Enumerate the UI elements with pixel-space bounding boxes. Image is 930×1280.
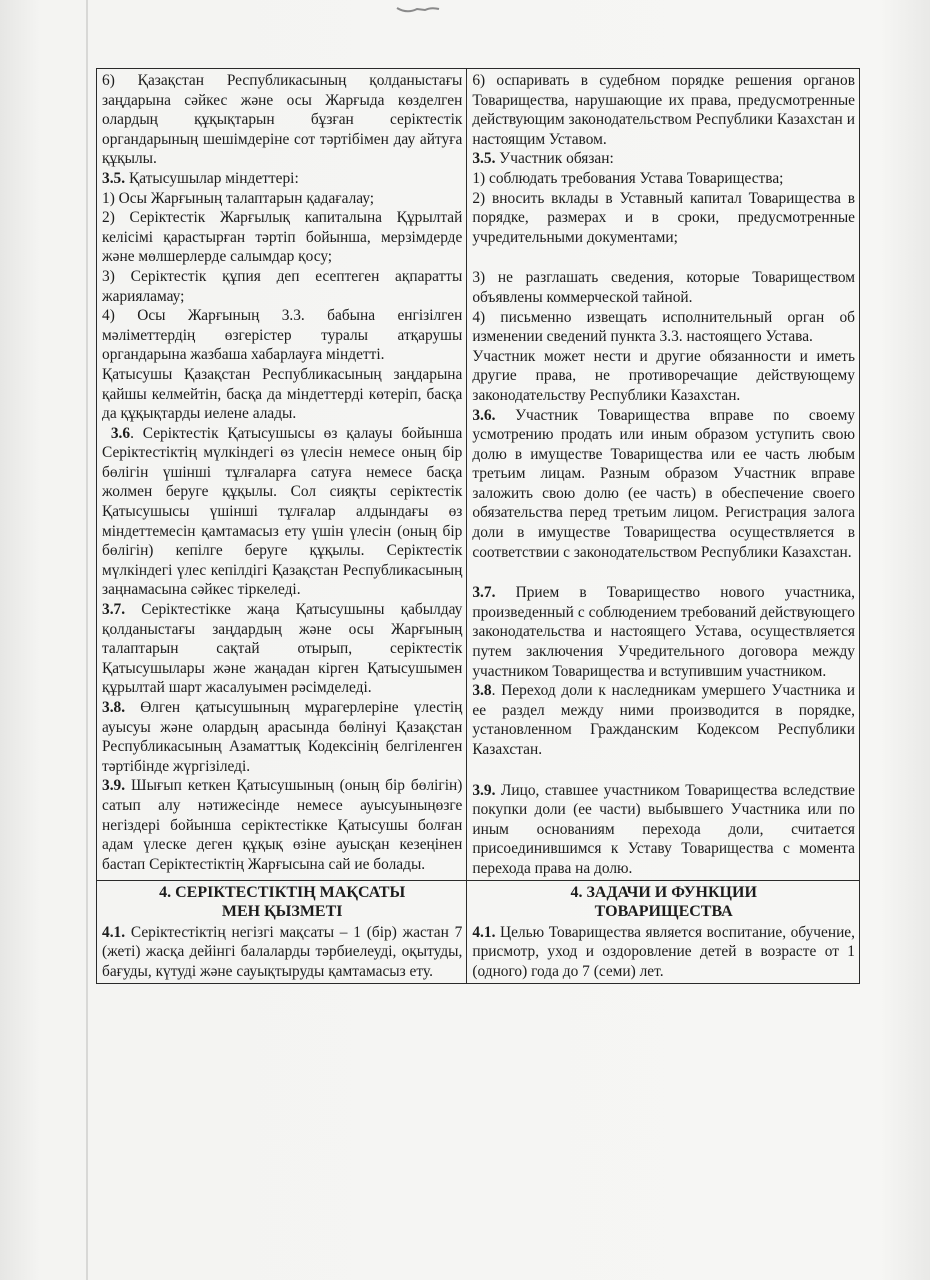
ru-clause-3-4-6: 6) оспаривать в судебном порядке решения органов Товарищества, нарушающие их права, предусмотренные действующим законодательством Республики Казахстан и настоящим Уставом. <box>472 72 855 148</box>
kz-sec-3-7-number: 3.7. <box>102 601 126 619</box>
kz-sec-3-8-text: Өлген қатысушының мұрагерлеріне үлестің ауысуы және олардың арасында бөлінуі Қазақстан Республикасының Азаматтық Кодексінің белгіленген тәртібінде жүргізіледі. <box>102 699 463 775</box>
ru-section-3-8 <box>472 681 855 759</box>
ru-sec-3-8-number: 3.8 <box>472 682 492 700</box>
ru-item-3: 3) не разглашать сведения, которые Товариществом объявлены коммерческой тайной. <box>472 269 855 306</box>
ru-section-3-7 <box>472 583 855 681</box>
kz-section-3-5 <box>102 169 462 189</box>
ru-sec-3-7-text: Прием в Товарищество нового участника, произведенный с соблюдением требований действующего законодательства и настоящего Устава, осуществляется путем заключения Учредительного договора между участником Товарищества и вступившим участником. <box>472 584 855 680</box>
kz-clause-3-4-6: 6) Қазақстан Республикасының қолданыстағы заңдарына сәйкес және осы Жарғыда көзделген олардың құқықтарын бұзған серіктестік органдарының шешімдеріне сот тәртібімен дау айтуға құқылы. <box>102 72 463 168</box>
ru-sec-3-6-text: Участник Товарищества вправе по своему усмотрению продать или иным образом уступить свою долю в имуществе Товарищества или ее часть любым третьим лицам. Разным образом Участник вправе заложить свою долю (ее часть) в обеспечение своего обязательства перед третьим лицом. Регистрация залога доли в имуществе Товарищества осуществляется в соответствии с законодательством Республики Казахстан. <box>472 406 855 561</box>
ru-sec-3-6-number: 3.6. <box>472 406 496 424</box>
kz-sec-3-9-number: 3.9. <box>102 777 126 795</box>
section-3-row <box>97 69 860 881</box>
ru-heading-line-1: 4. ЗАДАЧИ И ФУНКЦИИ <box>570 883 757 901</box>
ru-sec-3-8-text: . Переход доли к наследникам умершего Участника и ее раздел между ними производится в порядке, установленном Гражданским Кодексом Республики Казахстан. <box>472 682 855 758</box>
kz-sec-3-5-title: Қатысушылар міндеттері: <box>128 169 299 187</box>
ru-item-1: 1) соблюдать требования Устава Товарищества; <box>472 169 784 187</box>
kz-heading-line-2: МЕН ҚЫЗМЕТІ <box>221 902 343 920</box>
ru-item-4: 4) письменно извещать исполнительный орган об изменении сведений пункта 3.3. настоящего Устава. <box>472 308 855 346</box>
staple-mark <box>395 4 441 16</box>
ru-section-3-6 <box>472 406 855 563</box>
kz-sec-4-1-number: 4.1. <box>102 923 126 941</box>
ru-section-3-9 <box>472 781 855 879</box>
kz-section-3-9 <box>102 776 462 874</box>
kz-sec-3-6-text: . Серіктестік Қатысушысы өз қалауы бойынша Серіктестіктің мүлкіндегі өз үлесін немесе оның бір бөлігін үшінші тұлғаларға сатуға немесе басқа жолмен беруге құқылы. Сол сияқты серіктестік Қатысушысы үшінші тұлғалар алдындағы өз міндеттемесін қамтамасыз ету үшін үлесін (оның бір бөлігін) кепілге беруге құқылы. Серіктестік мүлкіндегі үлес кепілдігі Қазақстан Республикасының заңнамасына сәйкес тіркеледі. <box>102 424 463 599</box>
kz-sec-3-6-number: 3.6 <box>110 424 131 442</box>
kz-sec-3-7-text: Серіктестікке жаңа Қатысушыны қабылдау қолданыстағы заңдардың және осы Жарғының талаптарын сақтай отырып, серіктестік Қатысушылары және жаңадан кірген Қатысушымен құрылтай шарт жасалуымен рәсімделеді. <box>102 601 463 697</box>
kz-sec-3-8-number: 3.8. <box>102 699 126 716</box>
ru-sec-3-5-title: Участник обязан: <box>495 150 614 168</box>
kz-section-3-8 <box>102 698 462 776</box>
kz-section-4-heading <box>102 883 462 921</box>
ru-item-2: 2) вносить вклады в Уставный капитал Товарищества в порядке, размерах и в сроки, предусмотренные учредительными документами; <box>472 189 855 246</box>
kazakh-section-4 <box>97 880 467 984</box>
kz-sec-3-5-number: 3.5. <box>102 169 126 187</box>
kz-item-2: 2) Серіктестік Жарғылық капиталына Құрылтай келісімі қарастырған тәртіп бойынша, мерзімдерде және мөлшерлерде салымдар қосу; <box>102 209 463 266</box>
kazakh-column <box>97 69 467 881</box>
kz-other-duties: Қатысушы Қазақстан Республикасының заңдарына қайшы келмейтін, басқа да міндеттерді көтеріп, басқа да құқықтарды иелене алады. <box>102 365 463 423</box>
section-4-row <box>97 880 860 984</box>
ru-section-4-1 <box>472 923 855 982</box>
ru-section-4-heading <box>472 883 855 921</box>
ru-sec-3-7-number: 3.7. <box>472 584 496 602</box>
kz-section-3-6 <box>102 424 462 600</box>
kz-section-3-7 <box>102 600 462 698</box>
kz-item-4: 4) Осы Жарғының 3.3. бабына енгізілген мәліметтердің өзгерістер туралы атқарушы органдарына жазбаша хабарлауға міндетті. <box>102 307 463 364</box>
scan-edge <box>86 0 88 1280</box>
bilingual-charter-table <box>96 68 860 984</box>
kz-item-1: 1) Осы Жарғының талаптарын қадағалау; <box>102 189 375 207</box>
ru-sec-4-1-number: 4.1. <box>472 923 496 941</box>
ru-sec-3-9-text: Лицо, ставшее участником Товарищества вследствие покупки доли (ее части) выбывшего Участника или по иным основаниям перехода доли, считается присоединившимся к Уставу Товарищества с момента перехода права на долю. <box>472 781 855 877</box>
russian-column <box>467 69 860 881</box>
kz-section-4-1 <box>102 923 462 982</box>
kz-sec-4-1-text: Серіктестіктің негізгі мақсаты – 1 (бір) жастан 7 (жеті) жасқа дейінгі балаларды тәрбиелеуді, оқытуды, бағуды, күтуді және сауықтыруды қамтамасыз ету. <box>102 923 463 980</box>
kz-item-3: 3) Серіктестік құпия деп есептеген ақпаратты жарияламау; <box>102 267 463 305</box>
kz-heading-line-1: 4. СЕРІКТЕСТІКТІҢ МАҚСАТЫ <box>159 883 406 901</box>
ru-heading-line-2: ТОВАРИЩЕСТВА <box>594 902 733 920</box>
kz-sec-3-9-text: Шығып кеткен Қатысушының (оның бір бөлігін) сатып алу нәтижесінде немесе ауысуыныңөзге негіздері бойынша серіктестікке Қатысушы болған адам үлеске деген құқық өзіне ауысқан кезеңінен бастап Серіктестіктің Жарғысына сай ие болады. <box>102 777 463 873</box>
ru-section-3-5 <box>472 149 855 169</box>
ru-other-duties: Участник может нести и другие обязанности и иметь другие права, не противоречащие действующему законодательству Республики Казахстан. <box>472 347 855 404</box>
russian-section-4 <box>467 880 860 984</box>
ru-sec-4-1-text: Целью Товарищества является воспитание, обучение, присмотр, уход и оздоровление детей в возрасте от 1 (одного) года до 7 (семи) лет. <box>472 923 855 980</box>
ru-sec-3-9-number: 3.9. <box>472 781 496 799</box>
ru-sec-3-5-number: 3.5. <box>472 150 496 168</box>
